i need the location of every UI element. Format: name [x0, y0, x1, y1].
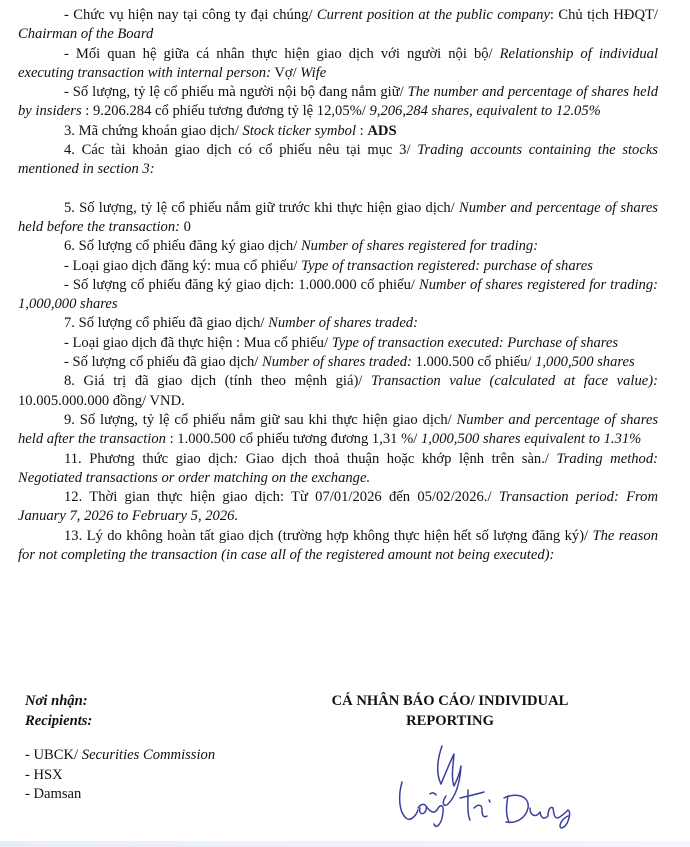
transaction-period: 12. Thời gian thực hiện giao dịch: Từ 07/01/2026 đến 05/02/2026./ Transaction period: From January 7, 2026 to February 5, 2026. [18, 489, 658, 525]
stock-ticker: 3. Mã chứng khoán giao dịch/ Stock ticker symbol : ADS [64, 122, 397, 139]
registered-shares-heading: 6. Số lượng cổ phiếu đăng ký giao dịch/ Number of shares registered for trading: [64, 238, 539, 255]
holdings-before: 5. Số lượng, tỷ lệ cổ phiếu nắm giữ trước khi thực hiện giao dịch/ Number and percentage of shares held before the transaction: 0 [18, 199, 658, 235]
recipients-block [25, 692, 215, 805]
insider-holdings: - Số lượng, tỷ lệ cổ phiếu mà người nội bộ đang nắm giữ/ The number and percentage of shares held by insiders : 9.206.284 cổ phiếu tương đương tỷ lệ 12,05%/ 9,206,284 shares, equivalent to 12.05% [18, 84, 658, 120]
page-bottom-band [0, 841, 690, 847]
trading-accounts: 4. Các tài khoản giao dịch có cổ phiếu nêu tại mục 3/ Trading accounts containing the stocks mentioned in section 3: [18, 142, 658, 178]
trading-method: 11. Phương thức giao dịch: Giao dịch thoả thuận hoặc khớp lệnh trên sàn./ Trading method: Negotiated transactions or order matching on the exchange. [18, 450, 658, 486]
traded-shares-heading: 7. Số lượng cổ phiếu đã giao dịch/ Number of shares traded: [64, 315, 418, 332]
registered-type: - Loại giao dịch đăng ký: mua cổ phiếu/ Type of transaction registered: purchase of shares [64, 257, 593, 274]
holdings-after: 9. Số lượng, tỷ lệ cổ phiếu nắm giữ sau khi thực hiện giao dịch/ Number and percentage of shares held after the transaction : 1.000.500 cổ phiếu tương đương 1,31 %/ 1,000,500 shares equivalent to 1.31% [18, 411, 659, 448]
recipients-list [25, 746, 215, 805]
recipient-item: - HSX [25, 766, 63, 783]
recipients-heading-vi: Nơi nhận: [25, 693, 88, 709]
relationship: - Mối quan hệ giữa cá nhân thực hiện giao dịch với người nội bộ/ Relationship of individual executing transaction with internal person: Vợ/ Wife [18, 45, 658, 81]
recipients-heading-en: Recipients: [25, 712, 93, 729]
reporter-title-line1: CÁ NHÂN BÁO CÁO/ INDIVIDUAL [331, 693, 569, 709]
recipient-item: - Damsan [25, 786, 82, 802]
traded-quantity: - Số lượng cổ phiếu đã giao dịch/ Number of shares traded: 1.000.500 cổ phiếu/ 1,000,500 shares [64, 354, 635, 371]
document-footer [0, 690, 690, 847]
reporter-block [300, 692, 600, 731]
handwritten-signature [390, 732, 580, 832]
document-body [18, 6, 658, 565]
current-position: - Chức vụ hiện nay tại công ty đại chúng/ Current position at the public company: Chủ tịch HĐQT/ Chairman of the Board [18, 7, 658, 43]
executed-type: - Loại giao dịch đã thực hiện : Mua cổ phiếu/ Type of transaction executed: Purchase of shares [64, 334, 619, 351]
incomplete-reason: 13. Lý do không hoàn tất giao dịch (trường hợp không thực hiện hết số lượng đăng ký)/ The reason for not completing the transaction (in case all of the registered amount not being executed): [18, 527, 658, 564]
recipient-item: - UBCK/ Securities Commission [25, 747, 216, 763]
transaction-value: 8. Giá trị đã giao dịch (tính theo mệnh giá)/ Transaction value (calculated at face value): 10.005.000.000 đồng/ VND. [18, 373, 658, 409]
reporter-title-line2: REPORTING [406, 712, 494, 729]
registered-quantity: - Số lượng cổ phiếu đăng ký giao dịch: 1.000.000 cổ phiếu/ Number of shares registered for trading: 1,000,000 shares [18, 276, 659, 313]
